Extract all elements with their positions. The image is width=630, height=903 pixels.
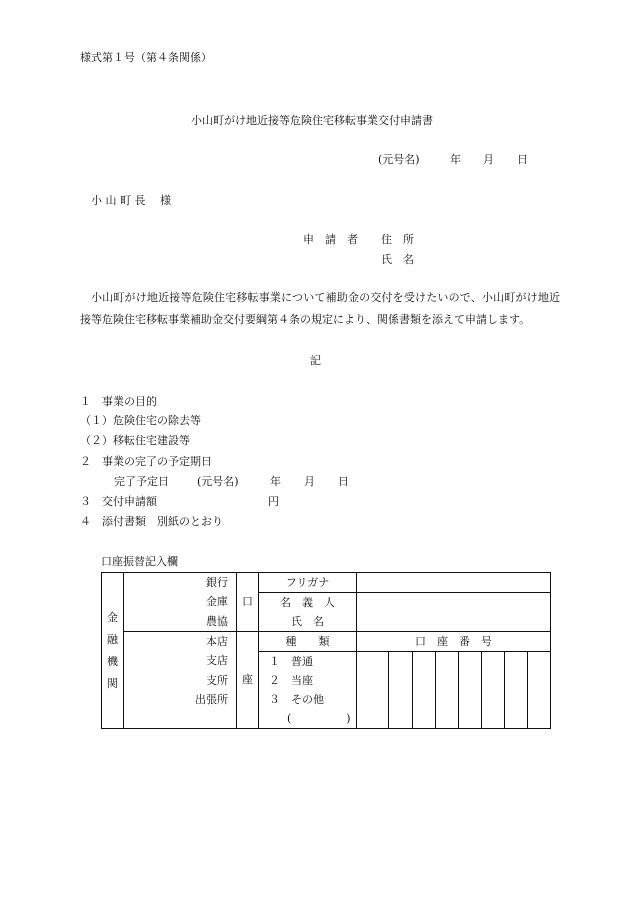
- completion-era: (元号名): [197, 475, 239, 488]
- shurui-label: 種 類: [259, 632, 357, 652]
- digit-cell[interactable]: [459, 652, 482, 729]
- digit-cell[interactable]: [389, 652, 413, 729]
- kinyu-char: 融: [107, 632, 118, 646]
- inst-type-bank: 銀行: [124, 573, 237, 593]
- koza-char-top: 口: [237, 573, 259, 632]
- branch-type-shucchojo: 出張所: [124, 690, 237, 709]
- digit-cell[interactable]: [436, 652, 459, 729]
- account-type-toza: ２ 当座: [259, 671, 357, 690]
- furigana-value[interactable]: [357, 573, 551, 593]
- item-3: ３ 交付申請額: [80, 495, 157, 508]
- bank-table-caption: 口座振替記入欄: [101, 555, 178, 568]
- applicant-name-label: 氏 名: [381, 253, 414, 266]
- digit-cell[interactable]: [482, 652, 505, 729]
- digit-cell[interactable]: [505, 652, 528, 729]
- holder-name-value[interactable]: [357, 593, 551, 632]
- date-year-unit: 年: [450, 153, 461, 166]
- inst-type-nokyo: 農協: [124, 612, 237, 632]
- account-type-other: ３ その他: [259, 690, 357, 709]
- body-text: 小山町がけ地近接等危険住宅移転事業について補助金の交付を受けたいので、小山町がけ地近接等危険住宅移転事業補助金交付要綱第４条の規定により、関係書類を添えて申請します。: [80, 291, 560, 326]
- form-number: 様式第１号（第４条関係）: [80, 51, 212, 64]
- branch-type-shiten: 支店: [124, 652, 237, 672]
- applicant-label: 申 請 者: [303, 233, 358, 246]
- meigi-label: 名 義 人: [259, 593, 357, 613]
- account-number-label: 口 座 番 号: [357, 632, 551, 652]
- applicant-address-label: 住 所: [381, 233, 414, 246]
- item-2: ２ 事業の完了の予定期日: [80, 455, 212, 468]
- table-row: [102, 593, 551, 613]
- branch-type-honten: 本店: [124, 632, 237, 652]
- digit-cell[interactable]: [413, 652, 436, 729]
- bank-transfer-table: [101, 572, 551, 729]
- branch-type-blank: [124, 709, 237, 729]
- recipient: 小 山 町 長 様: [91, 194, 171, 207]
- branch-type-shisho: 支所: [124, 671, 237, 690]
- kinyu-char: 関: [107, 676, 118, 690]
- table-row: [102, 573, 551, 593]
- shimei-label: 氏 名: [259, 612, 357, 632]
- account-type-futsu: １ 普通: [259, 652, 357, 672]
- body-paragraph: [80, 287, 560, 331]
- completion-day-unit: 日: [338, 475, 349, 488]
- kinyu-kikan-cell: [102, 573, 124, 729]
- ki-label: 記: [310, 354, 321, 367]
- completion-month-unit: 月: [304, 475, 315, 488]
- kinyu-char: 機: [107, 654, 118, 668]
- item-1-sub-2: （２）移転住宅建設等: [80, 434, 190, 447]
- completion-label: 完了予定日: [114, 475, 169, 488]
- completion-year-unit: 年: [270, 475, 281, 488]
- table-row: [102, 632, 551, 652]
- digit-cell[interactable]: [528, 652, 551, 729]
- date-day-unit: 日: [517, 153, 528, 166]
- page-title: 小山町がけ地近接等危険住宅移転事業交付申請書: [191, 114, 433, 127]
- account-type-other-paren[interactable]: ( ): [259, 709, 357, 729]
- item-3-unit: 円: [268, 495, 279, 508]
- item-1-sub-1: （１）危険住宅の除去等: [80, 414, 201, 427]
- date-month-unit: 月: [483, 153, 494, 166]
- table-row: [102, 652, 551, 672]
- date-era: (元号名): [378, 153, 420, 166]
- item-1: １ 事業の目的: [80, 395, 157, 408]
- item-4: ４ 添付書類 別紙のとおり: [80, 515, 223, 528]
- digit-cell[interactable]: [357, 652, 389, 729]
- inst-type-kinko: 金庫: [124, 593, 237, 613]
- furigana-label: フリガナ: [259, 573, 357, 593]
- kinyu-char: 金: [107, 610, 118, 624]
- koza-char-bottom: 座: [237, 632, 259, 729]
